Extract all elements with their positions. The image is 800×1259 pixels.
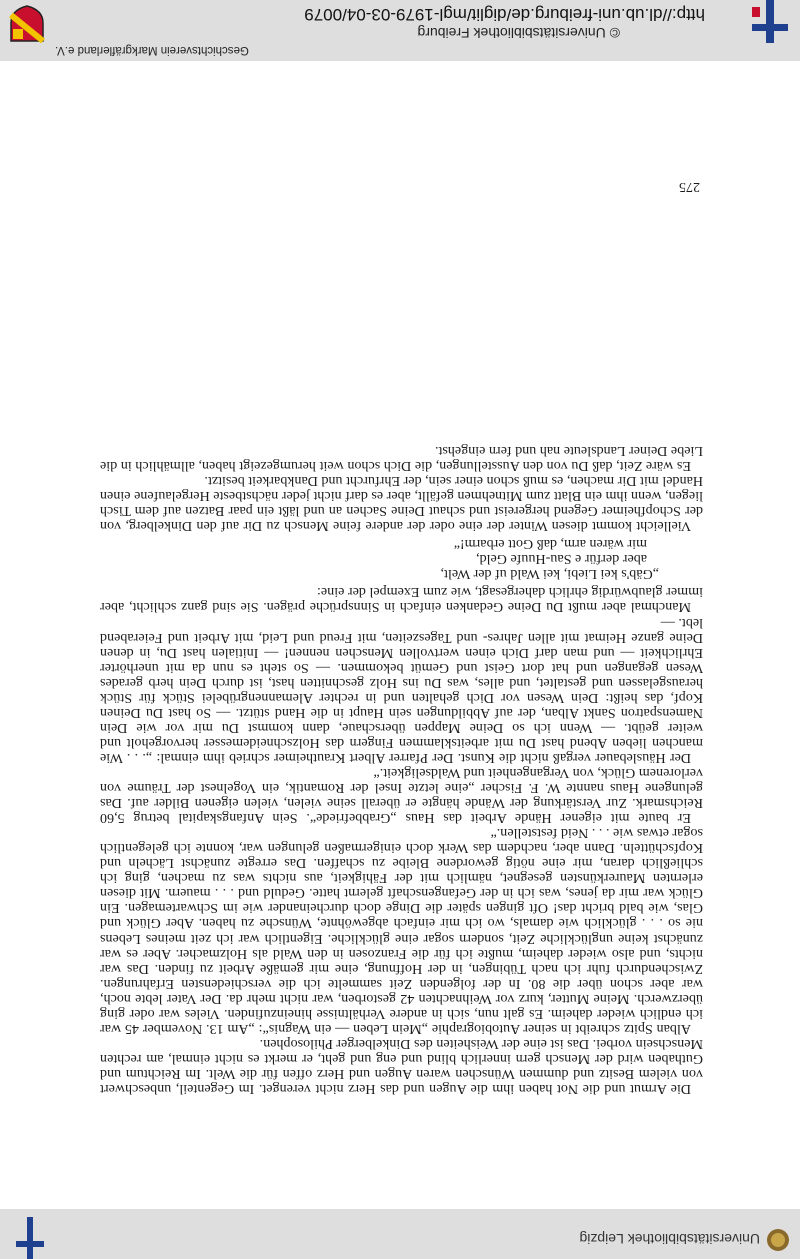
paragraph: Manchmal aber mußt Du Deine Gedanken einfach in Sinnsprüche prägen. Sie sind ganz schlicht, aber immer glaubwürdig ehrlich dahergesagt, wie zum Exempel der eine: [100,584,703,616]
viewer-bottom-bar [0,1209,800,1259]
source-label: Geschichtsverein Markgräflerland e.V. [55,44,249,56]
page-number: 275 [679,179,700,194]
verse-line: mir wären arm, daß Gott erbarm!“ [453,536,647,553]
paragraph: Es wäre Zeit, daß Du von den Ausstellungen, die Dich schon weit herumgezeigt haben, allmählich in die Liebe Deiner Landsleute nah und fern eingehst. [100,443,703,475]
library-logo-icon [14,1209,44,1259]
paragraph: Der Häuslebauer vergaß nicht die Kunst. Der Pfarrer Albert Krautheimer schrieb ihm einmal: „. . . Wie manchen lieben Abend hast Du mit arbeitsklammen Fingern das Holzschneidemesser hervorgeholt und weiter geübt. — Wenn ich so Deine Mappen überschaue, dann kommst Du mir vor wie Dein Namenspatron Sankt Alban, der auf Abbildungen sein Haupt in die Hand stützt. — So hast Du Deinen Kopf, das heißt: Dein Wesen vor Dich gehalten und in rechter Alemannengrübelei Stück für Stück herausgelassen und gestaltet, und alles, was Du ins Holz geschnitten hast, ist durch Dein herb gerades Wesen gegangen und hat dort Geist und Gemüt bekommen. — So steht es nun da mit unerhörter Ehrlichkeit — und man darf Dich einen wertvollen Menschen nennen! — Initialen hast Du, in denen Deine ganze Heimat mit allen Jahres- und Tageszeiten, mit Freud und Leid, mit Arbeit und Feierabend lebt. — [100,614,703,766]
document-url-link[interactable]: http://dl.ub.uni-freiburg.de/diglit/mgl-1979-03-04/0079 [304,5,705,24]
library-logo-icon [750,0,790,61]
verse-line: aber derfür e Sau-Huufe Geld, [475,551,647,568]
copyright-text: © Universitätsbibliothek Freiburg [417,25,620,41]
society-coat-of-arms-icon [9,5,45,43]
university-seal-icon [766,1226,790,1254]
paragraph: Er baute mit eigener Hände Arbeit das Haus „Grabbefriede“. Sein Anfangskapital betrug 5,60 Reichsmark. Zur Verstärkung der Wände hängte er überall seine vielen, vielen eigenen Bilder auf. Das gelungene Haus nannte W. F. Fischer „eine letzte Insel der Romantik, ein Vogelnest der Träume von verlorenem Glück, von Vergangenheit und Waldseligkeit.“ [100,765,703,827]
paragraph: Alban Spitz schreibt in seiner Autobiographie „Mein Leben — ein Wagnis“: „Am 13. November 45 war ich endlich wieder daheim. Es galt nun, sich in andere Verhältnisse hineinzufinden. Vieles war oder ging überzwerch. Meine Mutter, kurz vor Weihnachten 42 gestorben, war nicht mehr da. Der Vater lebte noch, war aber schon über die 80. In der folgenden Zeit sammelte ich die verschiedensten Erfahrungen. Zwischendurch fuhr ich nach Tübingen, in der Hoffnung, eine mir gemäße Arbeit zu finden. Das war nichts, und also wieder daheim, mußte ich für die Franzosen in den Wald als Holzmacher. Aber es war zunächst keine unglückliche Zeit, sondern sogar eine glückliche. Eigentlich war ich zeit meines Lebens nie so . . . glücklich wie damals, wo ich mir einfach abgewöhnte, Wünsche zu haben. Aber Glück und Glas, wie bald bricht das! Oft gingen später die Dinge doch durcheinander wie im Schwartemagen. Ein Glück war mir da jenes, was ich in der Gefangenschaft gelernt hatte. Geduld und . . . mauern. Mit diesen erlernten Maurerkünsten gesegnet, nämlich mit der Fähigkeit, aus nichts was zu machen, ging ich schließlich daran, mir eine nötig gewordene Bleibe zu schaffen. Das erregte zunächst Lächeln und Kopfschütteln. Dann aber, nachdem das Werk doch einigermaßen gelungen war, konnte ich gelegentlich sogar etwas wie . . . Neid feststellen.“ [100,825,703,1037]
page-text [100,443,703,1096]
footer-text: Universitätsbibliothek Leipzig [579,1231,760,1247]
paragraph: Die Armut und die Not haben ihm die Augen und das Herz nicht verenget. Im Gegenteil, unbeschwert von vielem Besitz und dummen Wünschen waren Augen und Herz offen für die Welt. Im Reichtum und Guthaben wird der Mensch gern innerlich blind und eng und geht, er merkt es nicht einmal, am rechten Menschsein vorbei. Das ist eine der Weisheiten des Dinkelberger Philosophen. [100,1035,703,1097]
verse-line: „Gäb's kei Liebi, kei Wald uf der Welt, [440,566,659,583]
paragraph: Vielleicht kommt diesen Winter der eine oder der andere feine Mensch zu Dir auf den Dinkelberg, von der Schopfheimer Gegend hergereist und schaut Deine Sachen an und läßt ein paar Batzen auf dem Tisch liegen, wenn ihm ein Blatt zum Mitnehmen gefällt, aber es darf nicht jeder nächstbeste Hergelaufene einen Handel mit Dir machen, es muß schon einer sein, der Ehrfurcht und Dankbarkeit besitzt. [100,473,703,535]
viewer-top-bar [0,0,800,61]
verse-quote [100,536,659,581]
